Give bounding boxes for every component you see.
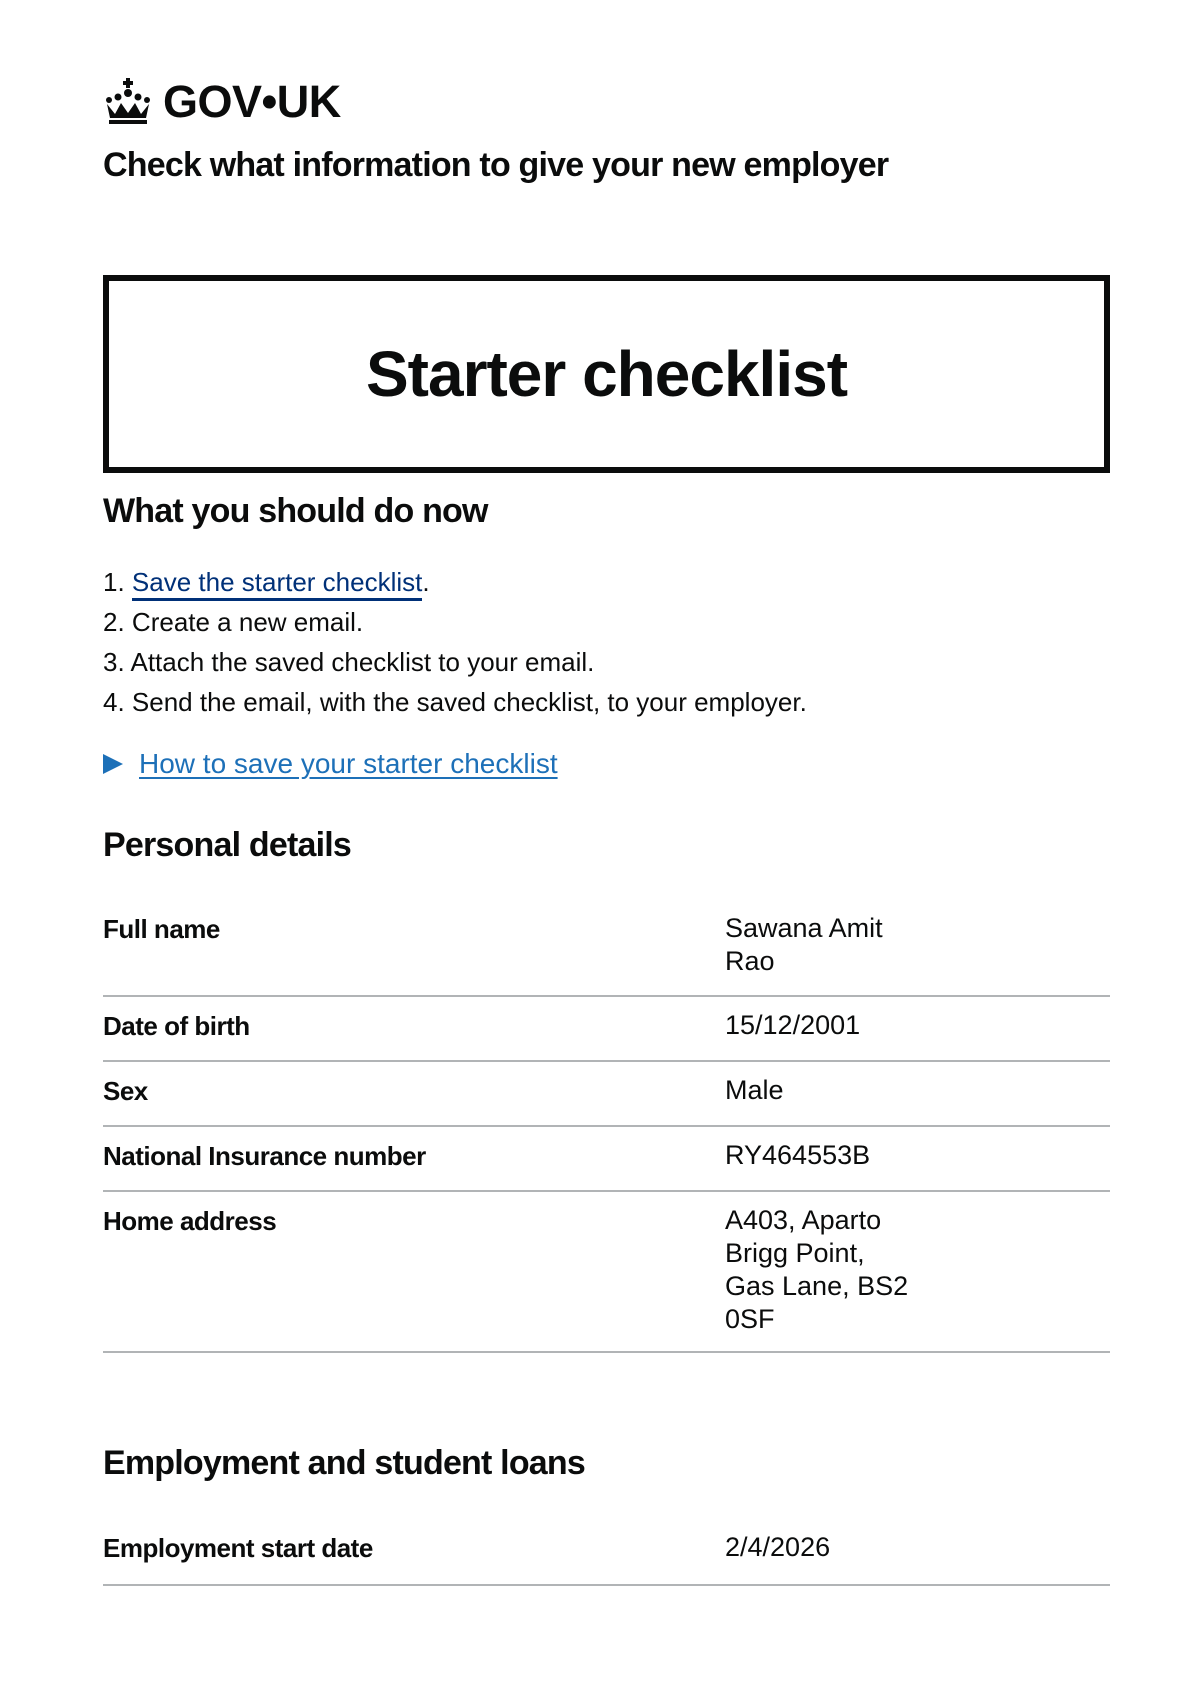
summary-row-full-name xyxy=(103,900,1110,997)
step-suffix: . xyxy=(422,567,430,597)
step-number: 2. xyxy=(103,607,125,637)
summary-row-employment-start-date xyxy=(103,1519,1110,1586)
how-to-save-link[interactable]: How to save your starter checklist xyxy=(139,748,558,779)
summary-value: Sawana Amit Rao xyxy=(725,913,883,976)
summary-value: 2/4/2026 xyxy=(725,1532,831,1562)
employment-heading: Employment and student loans xyxy=(103,1444,585,1482)
step-text: Attach the saved checklist to your email. xyxy=(130,647,595,677)
step-number: 4. xyxy=(103,687,125,717)
crown-icon xyxy=(103,76,153,126)
save-checklist-link[interactable]: Save the starter checklist xyxy=(132,567,422,601)
summary-value: Male xyxy=(725,1075,784,1105)
step-number: 1. xyxy=(103,567,125,597)
summary-row-sex xyxy=(103,1062,1110,1127)
summary-key: Home address xyxy=(103,1206,277,1236)
instructions-list xyxy=(103,562,807,722)
personal-details-list xyxy=(103,900,1110,1353)
summary-value: A403, Aparto Brigg Point, Gas Lane, BS2 0SF xyxy=(725,1205,909,1334)
step-item xyxy=(103,562,807,602)
summary-key: Sex xyxy=(103,1076,148,1106)
step-text: Send the email, with the saved checklist, to your employer. xyxy=(131,687,807,717)
summary-key: Date of birth xyxy=(103,1011,250,1041)
summary-row-ni-number xyxy=(103,1127,1110,1192)
govuk-logo[interactable] xyxy=(103,73,341,129)
personal-details-heading: Personal details xyxy=(103,826,351,864)
summary-key: National Insurance number xyxy=(103,1141,426,1171)
triangle-right-icon xyxy=(103,754,123,774)
employment-list xyxy=(103,1519,1110,1586)
step-item xyxy=(103,602,807,642)
summary-key: Full name xyxy=(103,914,220,944)
service-name[interactable]: Check what information to give your new employer xyxy=(103,146,889,184)
title-box xyxy=(103,275,1110,473)
summary-value: 15/12/2001 xyxy=(725,1010,861,1040)
step-number: 3. xyxy=(103,647,125,677)
instructions-heading: What you should do now xyxy=(103,492,488,530)
summary-value: RY464553B xyxy=(725,1140,871,1170)
page-title: Starter checklist xyxy=(365,338,848,410)
details-toggle[interactable] xyxy=(103,748,558,780)
step-item xyxy=(103,642,807,682)
logo-text: GOV•UK xyxy=(163,75,341,127)
summary-row-home-address xyxy=(103,1192,1110,1353)
summary-key: Employment start date xyxy=(103,1533,373,1563)
summary-row-date-of-birth xyxy=(103,997,1110,1062)
step-text: Create a new email. xyxy=(131,607,364,637)
step-item xyxy=(103,682,807,722)
